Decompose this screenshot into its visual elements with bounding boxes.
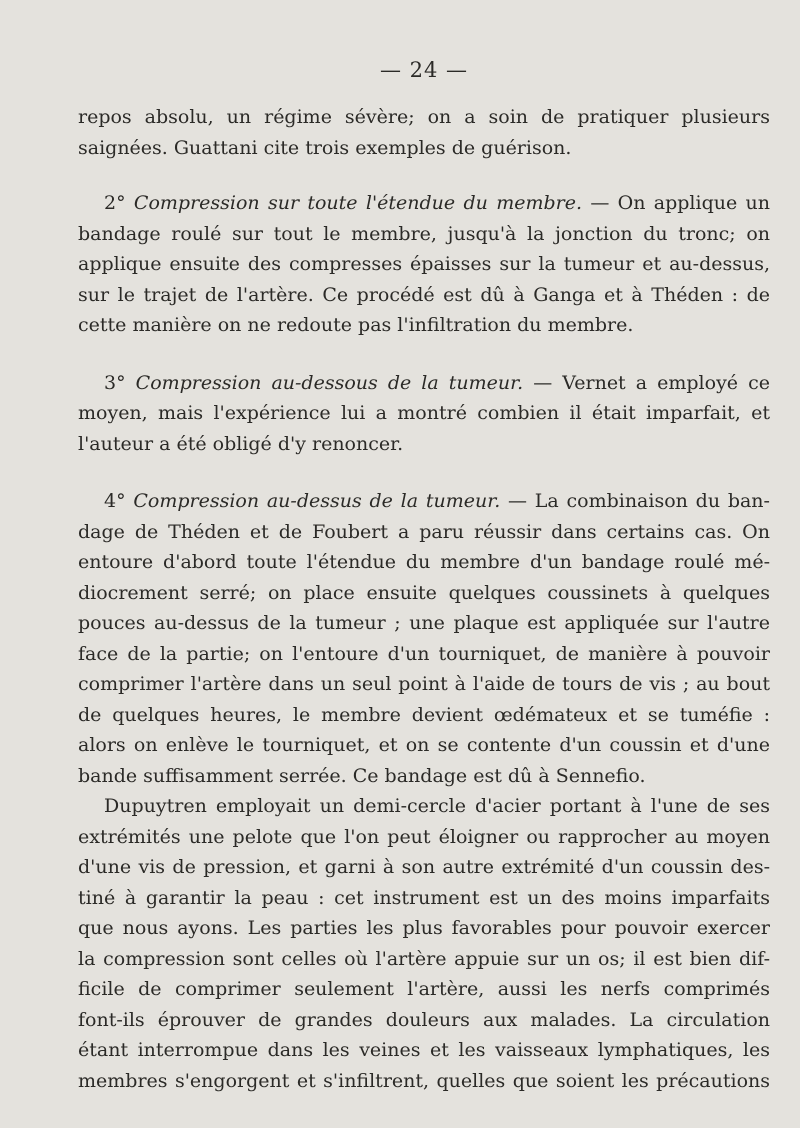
text-line: étant interrompue dans les veines et les vaisseaux lymphatiques, les	[78, 1039, 770, 1061]
text-line: l'auteur a été obligé d'y renoncer.	[78, 432, 404, 455]
paragraph-4	[78, 486, 770, 1096]
text-line: entoure d'abord toute l'étendue du membre d'un bandage roulé mé-	[78, 551, 770, 573]
text-line: membres s'engorgent et s'infiltrent, quelles que soient les précautions	[78, 1069, 770, 1092]
text-line: comprimer l'artère dans un seul point à l'aide de tours de vis ; au bout	[78, 673, 770, 695]
page-number: — 24 —	[379, 58, 469, 82]
text-line: la compression sont celles où l'artère appuie sur un os; il est bien dif-	[78, 947, 770, 970]
text-line-heading	[78, 188, 770, 219]
text-line: font-ils éprouver de grandes douleurs aux malades. La circulation	[78, 1008, 770, 1031]
paragraph-2	[78, 188, 770, 341]
text-line: applique ensuite des compresses épaisses sur la tumeur et au-dessus,	[78, 253, 770, 275]
text-line: bandage roulé sur tout le membre, jusqu'à la jonction du tronc; on	[78, 222, 770, 245]
text-line: alors on enlève le tourniquet, et on se contente d'un coussin et d'une	[78, 734, 770, 756]
text-line: diocrement serré; on place ensuite quelques coussinets à quelques	[78, 581, 770, 604]
text-line: Dupuytren employait un demi-cercle d'acier portant à l'une de ses	[104, 795, 770, 817]
section-number: 3°	[104, 371, 126, 394]
text-line: saignées. Guattani cite trois exemples de guérison.	[78, 136, 572, 159]
text-line: bande suffisamment serrée. Ce bandage est dû à Sennefio.	[78, 764, 646, 787]
text-line-heading	[78, 368, 770, 399]
text-line: face de la partie; on l'entoure d'un tourniquet, de manière à pouvoir	[78, 642, 770, 665]
paragraph-3	[78, 368, 770, 460]
text-line: cette manière on ne redoute pas l'infiltration du membre.	[78, 314, 634, 336]
text-line: extrémités une pelote que l'on peut éloigner ou rapprocher au moyen	[78, 825, 770, 848]
section-title: Compression sur toute l'étendue du membre.	[133, 192, 582, 214]
text-run: — On applique un	[590, 192, 770, 214]
section-title: Compression au-dessus de la tumeur.	[133, 490, 501, 512]
text-line: d'une vis de pression, et garni à son autre extrémité d'un coussin des-	[78, 856, 770, 878]
text-line: de quelques heures, le membre devient œdémateux et se tuméfie :	[78, 703, 770, 726]
text-line: repos absolu, un régime sévère; on a soin de pratiquer plusieurs	[78, 106, 770, 128]
section-title: Compression au-dessous de la tumeur.	[135, 371, 524, 394]
text-line: dage de Théden et de Foubert a paru réussir dans certains cas. On	[78, 520, 770, 543]
section-number: 2°	[104, 192, 126, 214]
section-number: 4°	[104, 490, 126, 512]
text-line: ficile de comprimer seulement l'artère, aussi les nerfs comprimés	[78, 978, 770, 1000]
text-line: que nous ayons. Les parties les plus favorables pour pouvoir exercer	[78, 917, 770, 939]
text-line: moyen, mais l'expérience lui a montré combien il était imparfait, et	[78, 402, 770, 424]
paragraph-1	[78, 102, 770, 163]
text-line: sur le trajet de l'artère. Ce procédé est dû à Ganga et à Théden : de	[78, 283, 770, 306]
text-line-heading	[78, 486, 770, 517]
text-line: pouces au-dessus de la tumeur ; une plaque est appliquée sur l'autre	[78, 612, 770, 634]
text-line: tiné à garantir la peau : cet instrument est un des moins imparfaits	[78, 886, 770, 909]
text-run: — La combinaison du ban-	[508, 490, 770, 512]
text-run: — Vernet a employé ce	[533, 371, 770, 394]
